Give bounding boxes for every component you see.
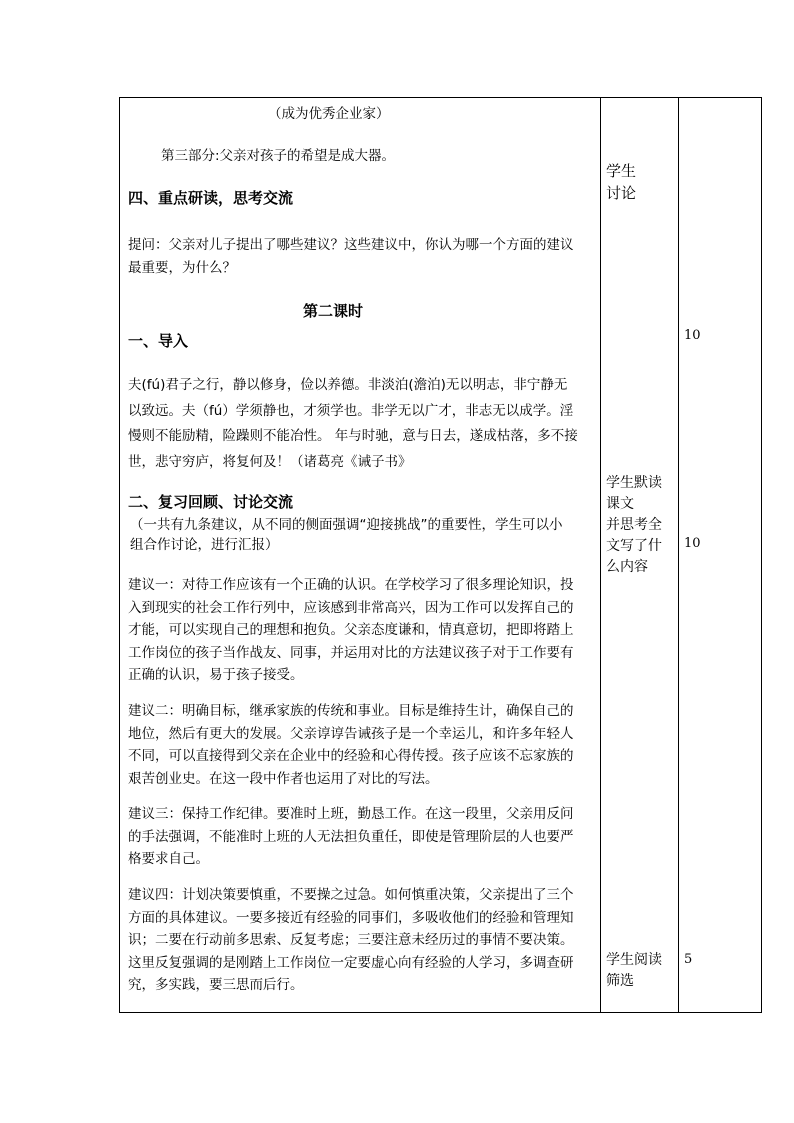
review-note: （一共有九条建议，从不同的侧面强调“迎接挑战”的重要性，学生可以小 组合作讨论，进行汇报）	[130, 517, 563, 553]
time-intro: 10	[684, 328, 701, 343]
advice-two-paragraph: 建议二：明确目标，继承家族的传统和事业。目标是维持生计，确保自己的 地位，然后有更大的发展。父亲谆谆告诫孩子是一个幸运儿，和许多年轻人 不同，可以直接得到父亲在企业中的经验和心得传授。孩子应该不忘家族的 艰苦创业史。在这一段中作者也运用了对比的写法。	[128, 703, 574, 787]
activity-read-filter: 学生阅读 筛选	[606, 952, 662, 989]
advice-one-paragraph: 建议一：对待工作应该有一个正确的认识。在学校学习了很多理论知识，投 入到现实的社会工作行列中，应该感到非常高兴，因为工作可以发挥自己的 才能，可以实现自己的理想和抱负。父亲态度谦和，情真意切，把即将踏上 工作岗位的孩子当作战友、同事，并运用对比的方法建议孩子对于工作要有 正确的认识，易于孩子接受。	[128, 577, 574, 683]
advice-three-paragraph: 建议三：保持工作纪律。要准时上班，勤恳工作。在这一段里，父亲用反问 的手法强调，不能准时上班的人无法担负重任，即使是管理阶层的人也要严 格要求自己。	[128, 806, 574, 867]
activity-discuss: 学生 讨论	[606, 162, 637, 202]
question-paragraph: 提问：父亲对儿子提出了哪些建议？这些建议中，你认为哪一个方面的建议 最重要，为什么？	[128, 237, 574, 276]
time-reading: 5	[684, 952, 693, 967]
heading-review: 二、复习回顾、讨论交流	[128, 493, 294, 511]
lesson-title: 第二课时	[303, 302, 364, 320]
activity-read-silently: 学生默读 课文 并思考全 文写了什 么内容	[606, 475, 662, 575]
column-divider-time	[678, 98, 679, 1012]
time-review: 10	[684, 536, 701, 551]
heading-introduction: 一、导入	[128, 332, 189, 350]
heading-key-reading: 四、重点研读，思考交流	[128, 189, 294, 207]
advice-four-paragraph: 建议四：计划决策要慎重，不要操之过急。如何慎重决策，父亲提出了三个 方面的具体建议。一要多接近有经验的同事们，多吸收他们的经验和管理知 识；二要在行动前多思索、反复考虑；三要注意未经历过的事情不要决策。 这里反复强调的是刚踏上工作岗位一定要虚心向有经验的人学习，多调查研 究，多实践，要三思而后行。	[128, 887, 574, 993]
column-divider-activity	[600, 98, 601, 1012]
quote-paragraph: 夫(fú)君子之行，静以修身，俭以养德。非淡泊(澹泊)无以明志，非宁静无 以致远。夫（fú）学须静也，才须学也。非学无以广才，非志无以成学。淫 慢则不能励精，险躁则不能冶性。 年与时驰，意与日去，遂成枯落，多不接 世，悲守穷庐，将复何及！（诸葛亮《诫子书》	[128, 377, 578, 470]
company-line: （成为优秀企业家）	[268, 106, 390, 122]
part-three-text: 第三部分:父亲对孩子的希望是成大器。	[161, 148, 396, 164]
